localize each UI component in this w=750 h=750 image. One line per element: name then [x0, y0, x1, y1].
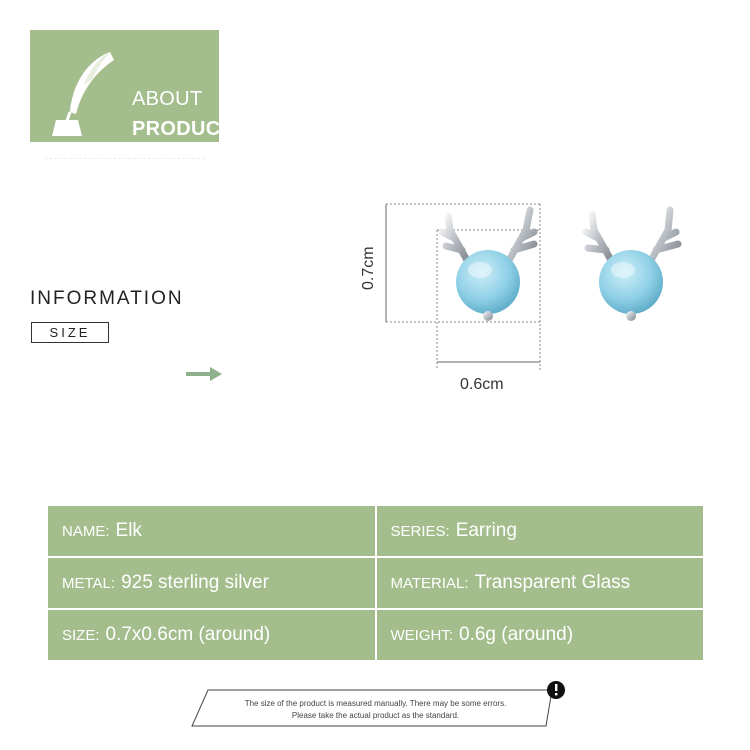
- size-tag: SIZE: [31, 322, 109, 343]
- feather-quill-icon: [48, 50, 128, 142]
- elk-earrings-image: [350, 190, 710, 410]
- spec-value: Earring: [455, 520, 517, 541]
- spec-cell: [47, 505, 376, 557]
- spec-cell: [376, 557, 705, 609]
- information-heading: INFORMATION: [30, 288, 184, 309]
- spec-key: SERIES:: [390, 523, 450, 540]
- spec-value: Elk: [115, 520, 142, 541]
- about-line1: ABOUT: [132, 88, 203, 110]
- spec-cell: [376, 609, 705, 661]
- spec-cell: [376, 505, 705, 557]
- about-line2: PRODUCT: [132, 118, 233, 140]
- divider: [44, 158, 205, 159]
- spec-key: MATERIAL:: [390, 575, 469, 592]
- arrow-right-icon: [186, 367, 222, 381]
- about-product-banner: [30, 30, 233, 142]
- earring-left: [442, 210, 534, 321]
- notice-text: [198, 698, 553, 722]
- spec-value: Transparent Glass: [474, 572, 631, 593]
- table-row: [47, 557, 704, 609]
- table-row: [47, 609, 704, 661]
- spec-cell: [47, 609, 376, 661]
- earring-right: [586, 210, 678, 321]
- spec-value: 0.6g (around): [459, 624, 574, 645]
- spec-value: 925 sterling silver: [121, 572, 269, 593]
- spec-key: METAL:: [62, 575, 116, 592]
- spec-value: 0.7x0.6cm (around): [105, 624, 271, 645]
- spec-key: WEIGHT:: [390, 627, 453, 644]
- notice-line2: Please take the actual product as the standard.: [291, 711, 460, 720]
- spec-cell: [47, 557, 376, 609]
- notice-line1: The size of the product is measured manually. There may be some errors.: [244, 699, 507, 708]
- width-dimension: 0.6cm: [460, 376, 504, 393]
- spec-key: NAME:: [62, 523, 110, 540]
- exclamation-icon: [547, 681, 565, 699]
- height-dimension: 0.7cm: [360, 246, 377, 290]
- table-row: [47, 505, 704, 557]
- specs-table: [46, 504, 705, 662]
- spec-key: SIZE:: [62, 627, 100, 644]
